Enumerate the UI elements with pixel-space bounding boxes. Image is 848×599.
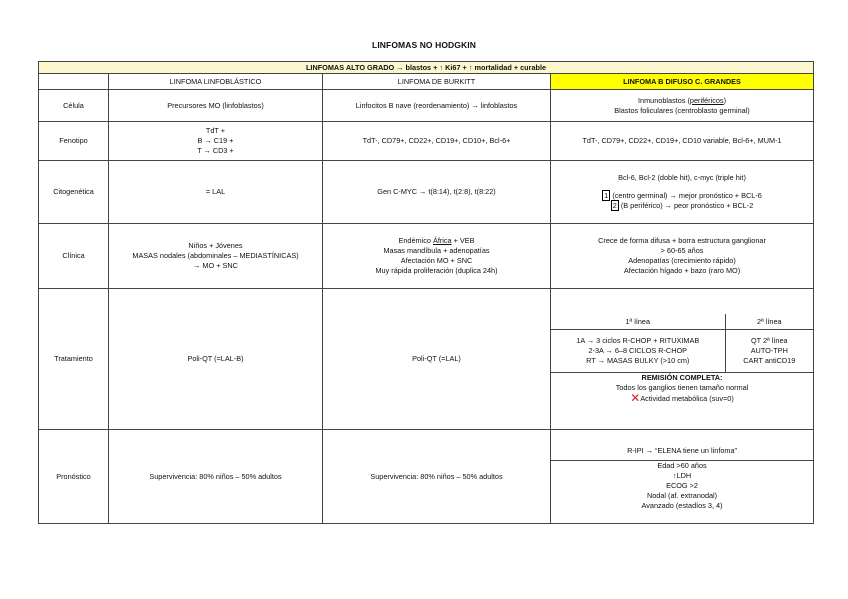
lymphoma-table bbox=[38, 61, 814, 524]
cell-citogenetica-burkitt: Gen C-MYC → t(8:14), t(2:8), t(8:22) bbox=[323, 161, 551, 224]
ripi-row bbox=[551, 442, 813, 461]
row-citogenetica bbox=[39, 161, 814, 224]
citogenetica-line bbox=[554, 201, 810, 211]
clinica-line: Muy rápida proliferación (duplica 24h) bbox=[375, 266, 498, 275]
underlined-term: África bbox=[432, 236, 452, 245]
cell-clinica-difuso bbox=[551, 224, 814, 289]
fenotipo-line: T → CD3 + bbox=[197, 146, 234, 155]
cell-citogenetica-difuso bbox=[551, 161, 814, 224]
celula-difuso-line-1 bbox=[554, 96, 810, 106]
treatment-line: CART antiCD19 bbox=[743, 355, 796, 365]
clinica-line: → MO + SNC bbox=[193, 261, 238, 270]
number-box: 1 bbox=[604, 191, 609, 200]
treatment-line: 1A → 3 ciclos R-CHOP + RITUXIMAB bbox=[576, 335, 700, 345]
cell-pronostico-linfoblastico: Supervivencia: 80% niños – 50% adultos bbox=[109, 430, 323, 524]
banner-row bbox=[39, 62, 814, 74]
cell-celula-linfoblastico: Precursores MO (linfoblastos) bbox=[109, 90, 323, 122]
column-header-row bbox=[39, 74, 814, 90]
cell-celula-difuso bbox=[551, 90, 814, 122]
remision-completa bbox=[551, 372, 813, 404]
treatment-lines-row bbox=[551, 329, 813, 372]
row-celula bbox=[39, 90, 814, 122]
factor-line: Nodal (af. extranodal) bbox=[646, 491, 718, 501]
prognosis-subtable bbox=[551, 442, 813, 512]
cell-clinica-linfoblastico bbox=[109, 224, 323, 289]
remision-line: Todos los ganglios tienen tamaño normal bbox=[615, 382, 749, 392]
citogenetica-line: Bcl-6, Bcl-2 (doble hit), c-myc (triple hit) bbox=[618, 173, 746, 182]
row-label-celula: Célula bbox=[39, 90, 109, 122]
column-header-burkitt: LINFOMA DE BURKITT bbox=[323, 74, 551, 90]
cell-pronostico-burkitt: Supervivencia: 80% niños – 50% adultos bbox=[323, 430, 551, 524]
factor-line: Edad >60 años bbox=[657, 461, 707, 471]
text-fragment: Endémico bbox=[398, 236, 433, 245]
remision-title: REMISIÓN COMPLETA: bbox=[641, 372, 723, 382]
treatment-line: AUTO-TPH bbox=[750, 345, 788, 355]
segunda-linea-content bbox=[725, 329, 813, 372]
row-tratamiento bbox=[39, 289, 814, 430]
factor-line: ECOG >2 bbox=[666, 481, 698, 491]
factor-line: Avanzado (estadíos 3, 4) bbox=[641, 501, 723, 511]
clinica-line: Masas mandíbula + adenopatías bbox=[383, 246, 490, 255]
table-banner: LINFOMAS ALTO GRADO → blastos + ↑ Ki67 + ↑ mortalidad + curable bbox=[39, 62, 814, 74]
row-label-fenotipo: Fenotipo bbox=[39, 122, 109, 161]
treatment-line: QT 2ª línea bbox=[750, 335, 788, 345]
corner-cell bbox=[39, 74, 109, 90]
cell-tratamiento-difuso bbox=[551, 289, 814, 430]
row-label-pronostico: Pronóstico bbox=[39, 430, 109, 524]
row-label-citogenetica: Citogenética bbox=[39, 161, 109, 224]
remision-row bbox=[551, 372, 813, 404]
clinica-line: MASAS nodales (abdominales – MEDIASTÍNICAS) bbox=[132, 251, 299, 260]
text-fragment: (B periférico) → peor pronóstico + BCL-2 bbox=[618, 201, 754, 210]
treatment-line: RT → MASAS BULKY (>10 cm) bbox=[586, 355, 690, 365]
header-segunda-linea: 2ª línea bbox=[725, 314, 813, 329]
remision-line bbox=[554, 390, 810, 405]
clinica-line: Afectación hígado + bazo (raro MO) bbox=[623, 266, 741, 275]
row-clinica bbox=[39, 224, 814, 289]
cell-fenotipo-difuso: TdT-, CD79+, CD22+, CD19+, CD10 variable, Bcl-6+, MUM-1 bbox=[551, 122, 814, 161]
page-title: LINFOMAS NO HODGKIN bbox=[372, 40, 476, 50]
clinica-line: Adenopatías (crecimiento rápido) bbox=[628, 256, 736, 265]
treatment-line: 2-3A → 6–8 CICLOS R-CHOP bbox=[588, 345, 688, 355]
primera-linea-content bbox=[551, 329, 725, 372]
row-label-tratamiento: Tratamiento bbox=[39, 289, 109, 430]
column-header-difuso: LINFOMA B DIFUSO C. GRANDES bbox=[551, 74, 814, 90]
column-header-linfoblastico: LINFOMA LINFOBLÁSTICO bbox=[109, 74, 323, 90]
treatment-subtable bbox=[551, 314, 813, 404]
cell-celula-burkitt: Linfocitos B nave (reordenamiento) → linfoblastos bbox=[323, 90, 551, 122]
text-fragment: Actividad metabólica (suv=0) bbox=[640, 393, 734, 403]
row-pronostico bbox=[39, 430, 814, 524]
cell-fenotipo-linfoblastico bbox=[109, 122, 323, 161]
text-fragment: ) bbox=[723, 95, 727, 105]
text-fragment: Inmunoblastos ( bbox=[638, 95, 690, 105]
ripi-factors bbox=[551, 461, 813, 512]
text-fragment: + VEB bbox=[451, 236, 475, 245]
fenotipo-line: TdT + bbox=[205, 126, 226, 135]
treatment-header-row bbox=[551, 314, 813, 329]
cell-tratamiento-linfoblastico: Poli-QT (=LAL-B) bbox=[109, 289, 323, 430]
text-fragment: (centro germinal) → mejor pronóstico + BCL-6 bbox=[610, 191, 762, 200]
clinica-line: Crece de forma difusa + borra estructura ganglionar bbox=[598, 236, 766, 245]
cell-pronostico-difuso bbox=[551, 430, 814, 524]
spacer bbox=[554, 183, 810, 191]
clinica-line: > 60-65 años bbox=[660, 246, 704, 255]
underlined-term: periféricos bbox=[689, 95, 724, 105]
row-fenotipo bbox=[39, 122, 814, 161]
cell-clinica-burkitt bbox=[323, 224, 551, 289]
citogenetica-line bbox=[554, 191, 810, 201]
cell-fenotipo-burkitt: TdT-, CD79+, CD22+, CD19+, CD10+, Bcl-6+ bbox=[323, 122, 551, 161]
cell-citogenetica-linfoblastico: = LAL bbox=[109, 161, 323, 224]
number-box: 2 bbox=[612, 201, 617, 210]
cell-tratamiento-burkitt: Poli-QT (=LAL) bbox=[323, 289, 551, 430]
fenotipo-line: B → C19 + bbox=[197, 136, 234, 145]
ripi-header: R-IPI → “ELENA tiene un linfoma” bbox=[551, 442, 813, 461]
clinica-line: Niños + Jóvenes bbox=[188, 241, 243, 250]
factors-row bbox=[551, 461, 813, 512]
row-label-clinica: Clínica bbox=[39, 224, 109, 289]
red-x-icon: ✕ bbox=[630, 390, 641, 405]
factor-line: ↑LDH bbox=[672, 471, 692, 481]
celula-difuso-line-2: Blastos foliculares (centroblasto germinal) bbox=[614, 105, 750, 115]
clinica-line: Afectación MO + SNC bbox=[400, 256, 473, 265]
header-primera-linea: 1ª línea bbox=[551, 314, 725, 329]
clinica-line bbox=[326, 236, 547, 246]
